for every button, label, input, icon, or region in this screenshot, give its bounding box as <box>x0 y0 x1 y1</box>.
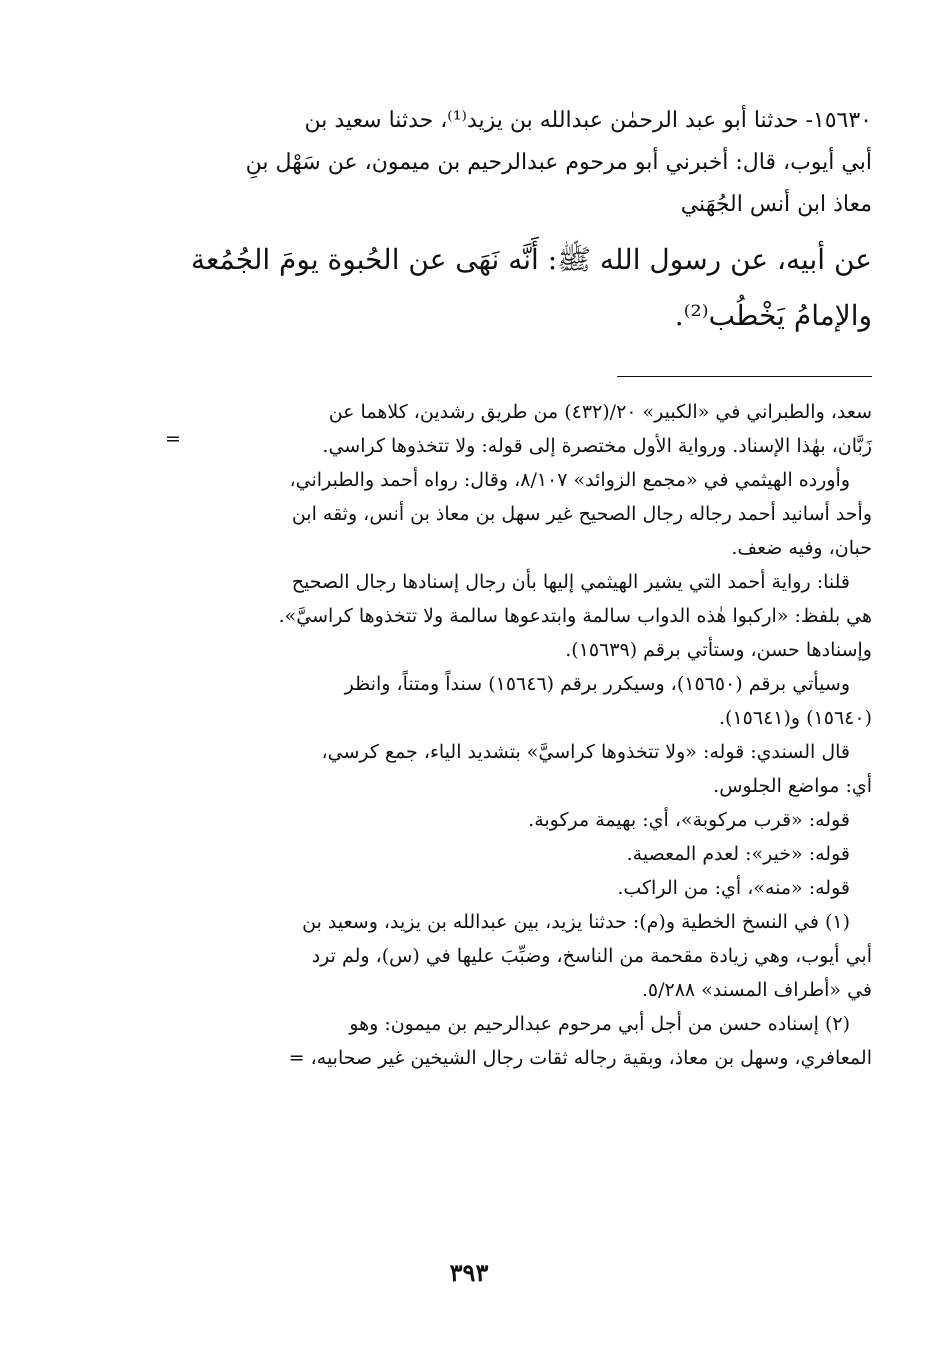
footnote-line: (١٥٦٤٠) و(١٥٦٤١). <box>719 707 872 729</box>
footnote-line: هي بلفظ: «اركبوا هٰذه الدواب سالمة وابتدعوها سالمة ولا تتخذوها كراسيَّ». <box>278 605 872 627</box>
footnote-line: المعافري، وسهل بن معاذ، وبقية رجاله ثقات رجال الشيخين غير صحابيه، = <box>288 1047 872 1069</box>
footnote-line: وأحد أسانيد أحمد رجاله رجال الصحيح غير سهل بن معاذ بن أنس، وثقه ابن <box>291 503 872 525</box>
footnote-paragraph <box>160 905 872 1007</box>
footnote-line: سعد، والطبراني في «الكبير» ٢٠/(٤٣٢) من طريق رشدين، كلاهما عن <box>328 401 872 423</box>
footnote-line: (٢) إسناده حسن من أجل أبي مرحوم عبدالرحيم بن ميمون: وهو <box>349 1013 850 1035</box>
footnote-line: حبان، وفيه ضعف. <box>731 537 872 559</box>
main-text <box>160 100 872 226</box>
main-line: ١٥٦٣٠- حدثنا أبو عبد الرحمٰن عبدالله بن يزيد⁽¹⁾، حدثنا سعيد بن <box>304 108 872 133</box>
footnote-line: قلنا: رواية أحمد التي يشير الهيثمي إليها بأن رجال إسنادها رجال الصحيح <box>291 571 850 593</box>
footnote-paragraph <box>160 871 872 905</box>
hadith-line: والإمامُ يَخْطُب⁽²⁾. <box>674 299 872 332</box>
footnote-line: (١) في النسخ الخطية و(م): حدثنا يزيد، بين عبدالله بن يزيد، وسعيد بن <box>302 911 850 933</box>
footnote-line: أبي أيوب، وهي زيادة مقحمة من الناسخ، وضبِّبَ عليها في (س)، ولم ترد <box>311 945 872 967</box>
footnote-line: قال السندي: قوله: «ولا تتخذوها كراسيَّ» بتشديد الياء، جمع كرسي، <box>321 741 850 763</box>
footnote-paragraph <box>160 735 872 803</box>
footnote-line: وإسنادها حسن، وستأتي برقم (١٥٦٣٩). <box>565 639 872 661</box>
footnote-paragraph <box>160 565 872 667</box>
page-body <box>160 100 872 1075</box>
continuation-mark: = <box>165 428 181 450</box>
footnote-paragraph <box>160 463 872 565</box>
footnote-line: قوله: «قرب مركوبة»، أي: بهيمة مركوبة. <box>528 809 850 831</box>
footnote-line: قوله: «خير»: لعدم المعصية. <box>626 843 850 865</box>
footnote-paragraph <box>160 395 872 463</box>
footnote-paragraph <box>160 803 872 837</box>
main-line: أبي أيوب، قال: أخبرني أبو مرحوم عبدالرحيم بن ميمون، عن سَهْل بنِ <box>245 150 872 175</box>
footnote-line: وسيأتي برقم (١٥٦٥٠)، وسيكرر برقم (١٥٦٤٦) سنداً ومتناً، وانظر <box>344 673 850 695</box>
footnote-paragraph <box>160 667 872 735</box>
footnote-paragraph <box>160 837 872 871</box>
footnote-line: أي: مواضع الجلوس. <box>713 775 872 797</box>
page-number: ٣٩٣ <box>449 1258 489 1287</box>
footnote-line: زَبَّان، بهٰذا الإسناد. ورواية الأول مختصرة إلى قوله: ولا تتخذوها كراسي. <box>322 435 872 457</box>
footnote-line: وأورده الهيثمي في «مجمع الزوائد» ٨/١٠٧، وقال: رواه أحمد والطبراني، <box>289 469 850 491</box>
main-line: معاذ ابن أنس الجُهَني <box>680 192 872 217</box>
hadith-text <box>160 232 872 344</box>
hadith-line: عن أبيه، عن رسول الله ﷺ: أَنَّه نَهَى عن الحُبوة يومَ الجُمُعة <box>191 243 872 276</box>
footnote-paragraph <box>160 1007 872 1075</box>
footnote-divider <box>617 376 872 377</box>
footnote-line: في «أطراف المسند» ٥/٢٨٨. <box>641 979 872 1001</box>
footnote-line: قوله: «منه»، أي: من الراكب. <box>617 877 850 899</box>
footnotes <box>160 395 872 1075</box>
